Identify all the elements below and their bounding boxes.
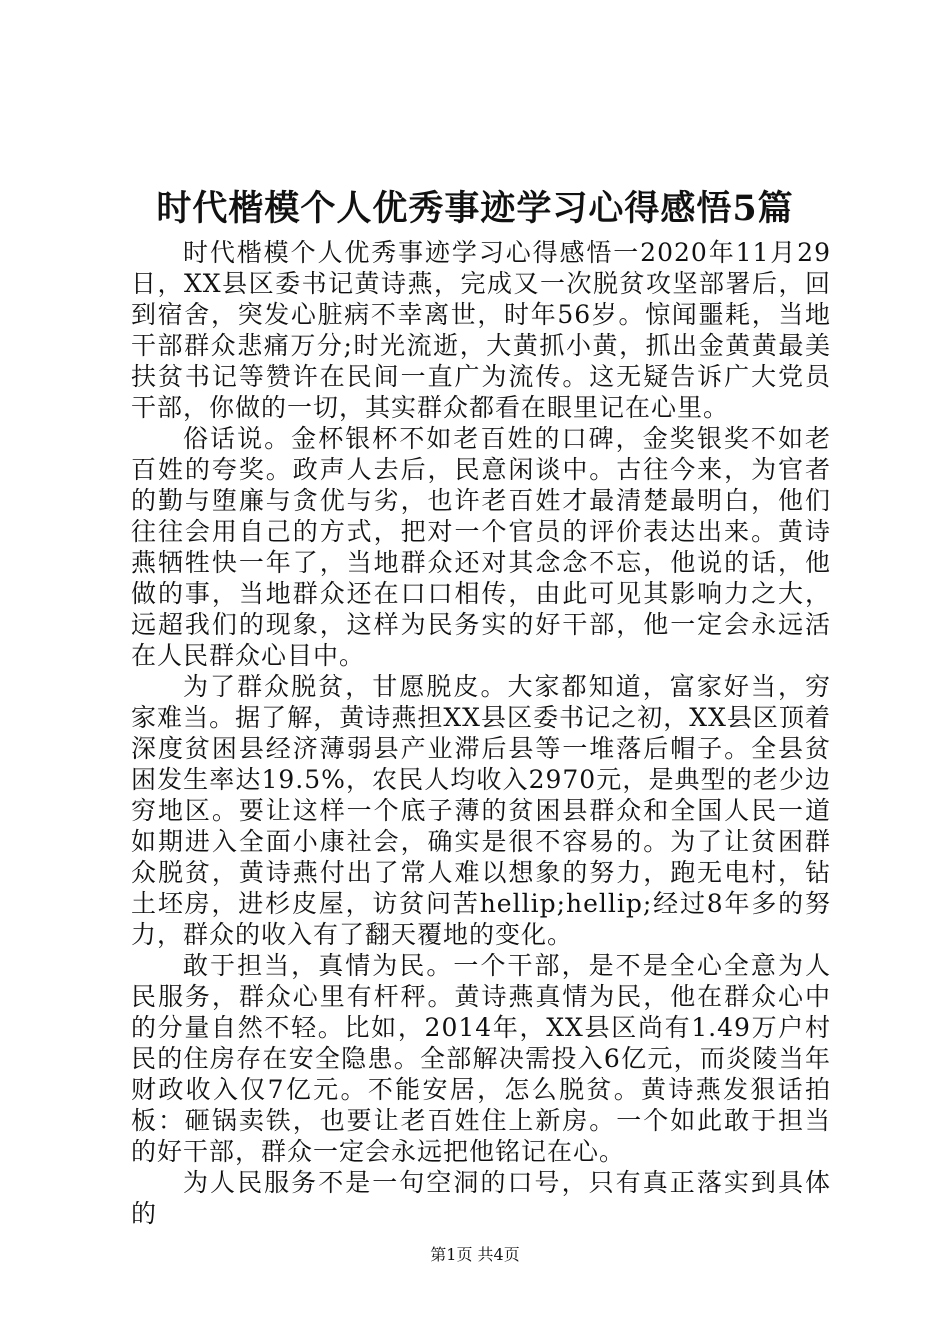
- paragraph-4: 敢于担当，真情为民。一个干部，是不是全心全意为人民服务，群众心里有杆秤。黄诗燕真情为民，他在群众心中的分量自然不轻。比如，2014年，XX县区尚有1.49万户村民的住房存在安全隐患。全部解决需投入6亿元，而炎陵当年财政收入仅7亿元。不能安居，怎么脱贫。黄诗燕发狠话拍板：砸锅卖铁，也要让老百姓住上新房。一个如此敢于担当的好干部，群众一定会永远把他铭记在心。: [131, 951, 831, 1166]
- document-body: [131, 237, 831, 1229]
- paragraph-5: 为人民服务不是一句空洞的口号，只有真正落实到具体的: [131, 1168, 831, 1228]
- paragraph-3: 为了群众脱贫，甘愿脱皮。大家都知道，富家好当，穷家难当。据了解，黄诗燕担XX县区委书记之初，XX县区顶着深度贫困县经济薄弱县产业滞后县等一堆落后帽子。全县贫困发生率达19.5%，农民人均收入2970元，是典型的老少边穷地区。要让这样一个底子薄的贫困县群众和全国人民一道如期进入全面小康社会，确实是很不容易的。为了让贫困群众脱贫，黄诗燕付出了常人难以想象的努力，跑无电村，钻土坯房，进杉皮屋，访贫问苦hellip;hellip;经过8年多的努力，群众的收入有了翻天覆地的变化。: [131, 672, 831, 949]
- paragraph-1: 时代楷模个人优秀事迹学习心得感悟一2020年11月29日，XX县区委书记黄诗燕，完成又一次脱贫攻坚部署后，回到宿舍，突发心脏病不幸离世，时年56岁。惊闻噩耗，当地干部群众悲痛万分;时光流逝，大黄抓小黄，抓出金黄黄最美扶贫书记等赞许在民间一直广为流传。这无疑告诉广大党员干部，你做的一切，其实群众都看在眼里记在心里。: [131, 238, 831, 422]
- document-title: 时代楷模个人优秀事迹学习心得感悟5篇: [156, 188, 794, 229]
- page-number-footer: 第1页 共4页: [430, 1245, 520, 1264]
- paragraph-2: 俗话说。金杯银杯不如老百姓的口碑，金奖银奖不如老百姓的夸奖。政声人去后，民意闲谈中。古往今来，为官者的勤与堕廉与贪优与劣，也许老百姓才最清楚最明白，他们往往会用自己的方式，把对一个官员的评价表达出来。黄诗燕牺牲快一年了，当地群众还对其念念不忘，他说的话，他做的事，当地群众还在口口相传，由此可见其影响力之大，远超我们的现象，这样为民务实的好干部，他一定会永远活在人民群众心目中。: [131, 424, 831, 670]
